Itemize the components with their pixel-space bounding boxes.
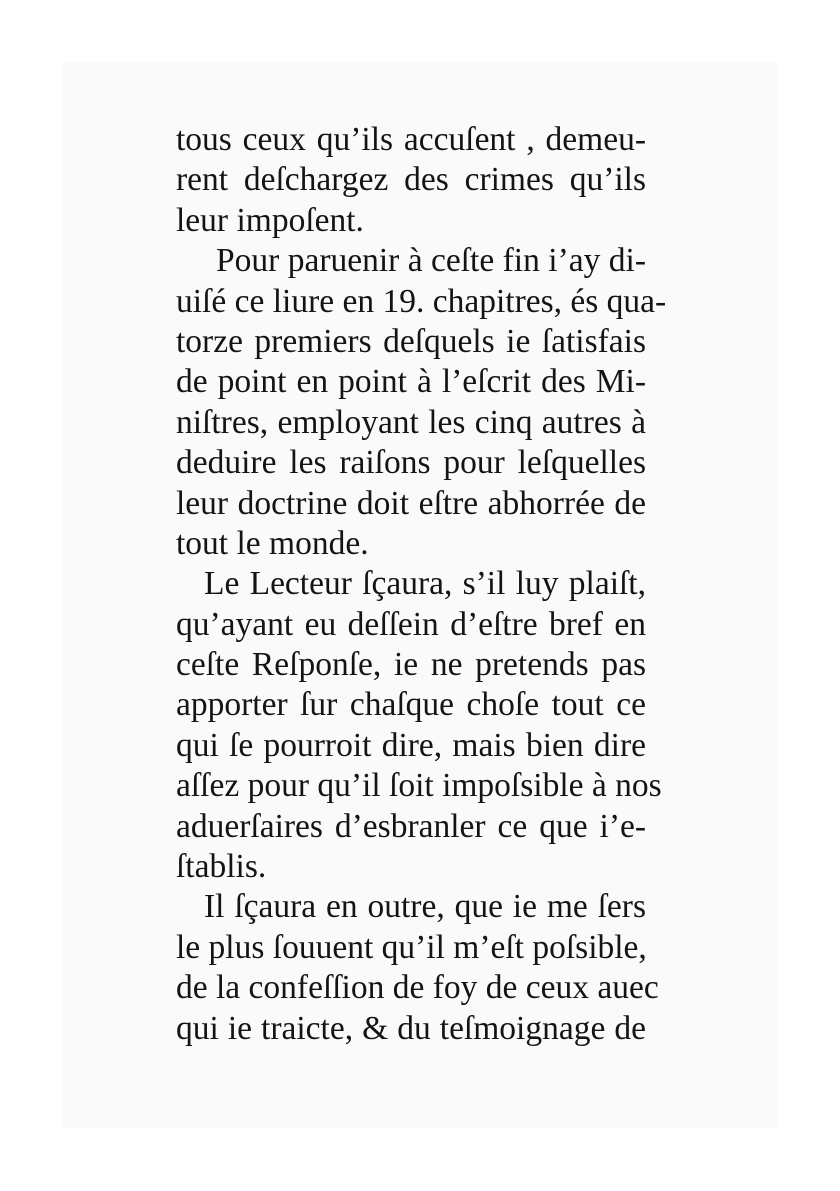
text-line: aſſez pour qu’il ſoit impoſsible à nos (176, 767, 662, 805)
body-text (176, 120, 667, 1049)
text-line: Pour paruenir à ceſte fin i’ay di- (216, 242, 646, 280)
text-line: torze premiers deſquels ie ſatisfais (176, 322, 646, 360)
text-line: apporter ſur chaſque choſe tout ce (176, 686, 646, 724)
text-line: uiſé ce liure en 19. chapitres, és qua- (176, 282, 667, 320)
text-line: qui ſe pourroit dire, mais bien dire (176, 726, 646, 764)
paragraph-4 (176, 887, 659, 1049)
paragraph-1 (176, 120, 646, 241)
text-line: le plus ſouuent qu’il m’eſt poſsible, (176, 928, 647, 966)
text-line: leur doctrine doit eſtre abhorrée de (176, 484, 646, 522)
text-line: rent deſchargez des crimes qu’ils (176, 161, 646, 199)
paragraph-3 (176, 564, 662, 887)
text-line: qui ie traicte, & du teſmoignage de (176, 1009, 646, 1047)
text-line: ſtablis. (176, 848, 267, 886)
text-line: deduire les raiſons pour leſquelles (176, 444, 646, 482)
text-line: de point en point à l’eſcrit des Mi- (176, 363, 646, 401)
text-line: ceſte Reſponſe, ie ne pretends pas (176, 646, 646, 684)
text-line: Le Lecteur ſçaura, s’il luy plaiſt, (204, 565, 646, 603)
text-line: aduerſaires d’esbranler ce que i’e- (176, 807, 646, 845)
text-line: niſtres, employant les cinq autres à (176, 403, 646, 441)
text-line: tous ceux qu’ils accuſent , demeu- (176, 121, 646, 158)
text-line: Il ſçaura en outre, que ie me ſers (204, 888, 646, 926)
text-line: leur impoſent. (176, 201, 364, 239)
text-line: de la confeſſion de foy de ceux auec (176, 969, 659, 1007)
text-line: tout le monde. (176, 524, 369, 562)
paragraph-2 (176, 241, 667, 564)
text-line: qu’ayant eu deſſein d’eſtre bref en (176, 605, 646, 643)
